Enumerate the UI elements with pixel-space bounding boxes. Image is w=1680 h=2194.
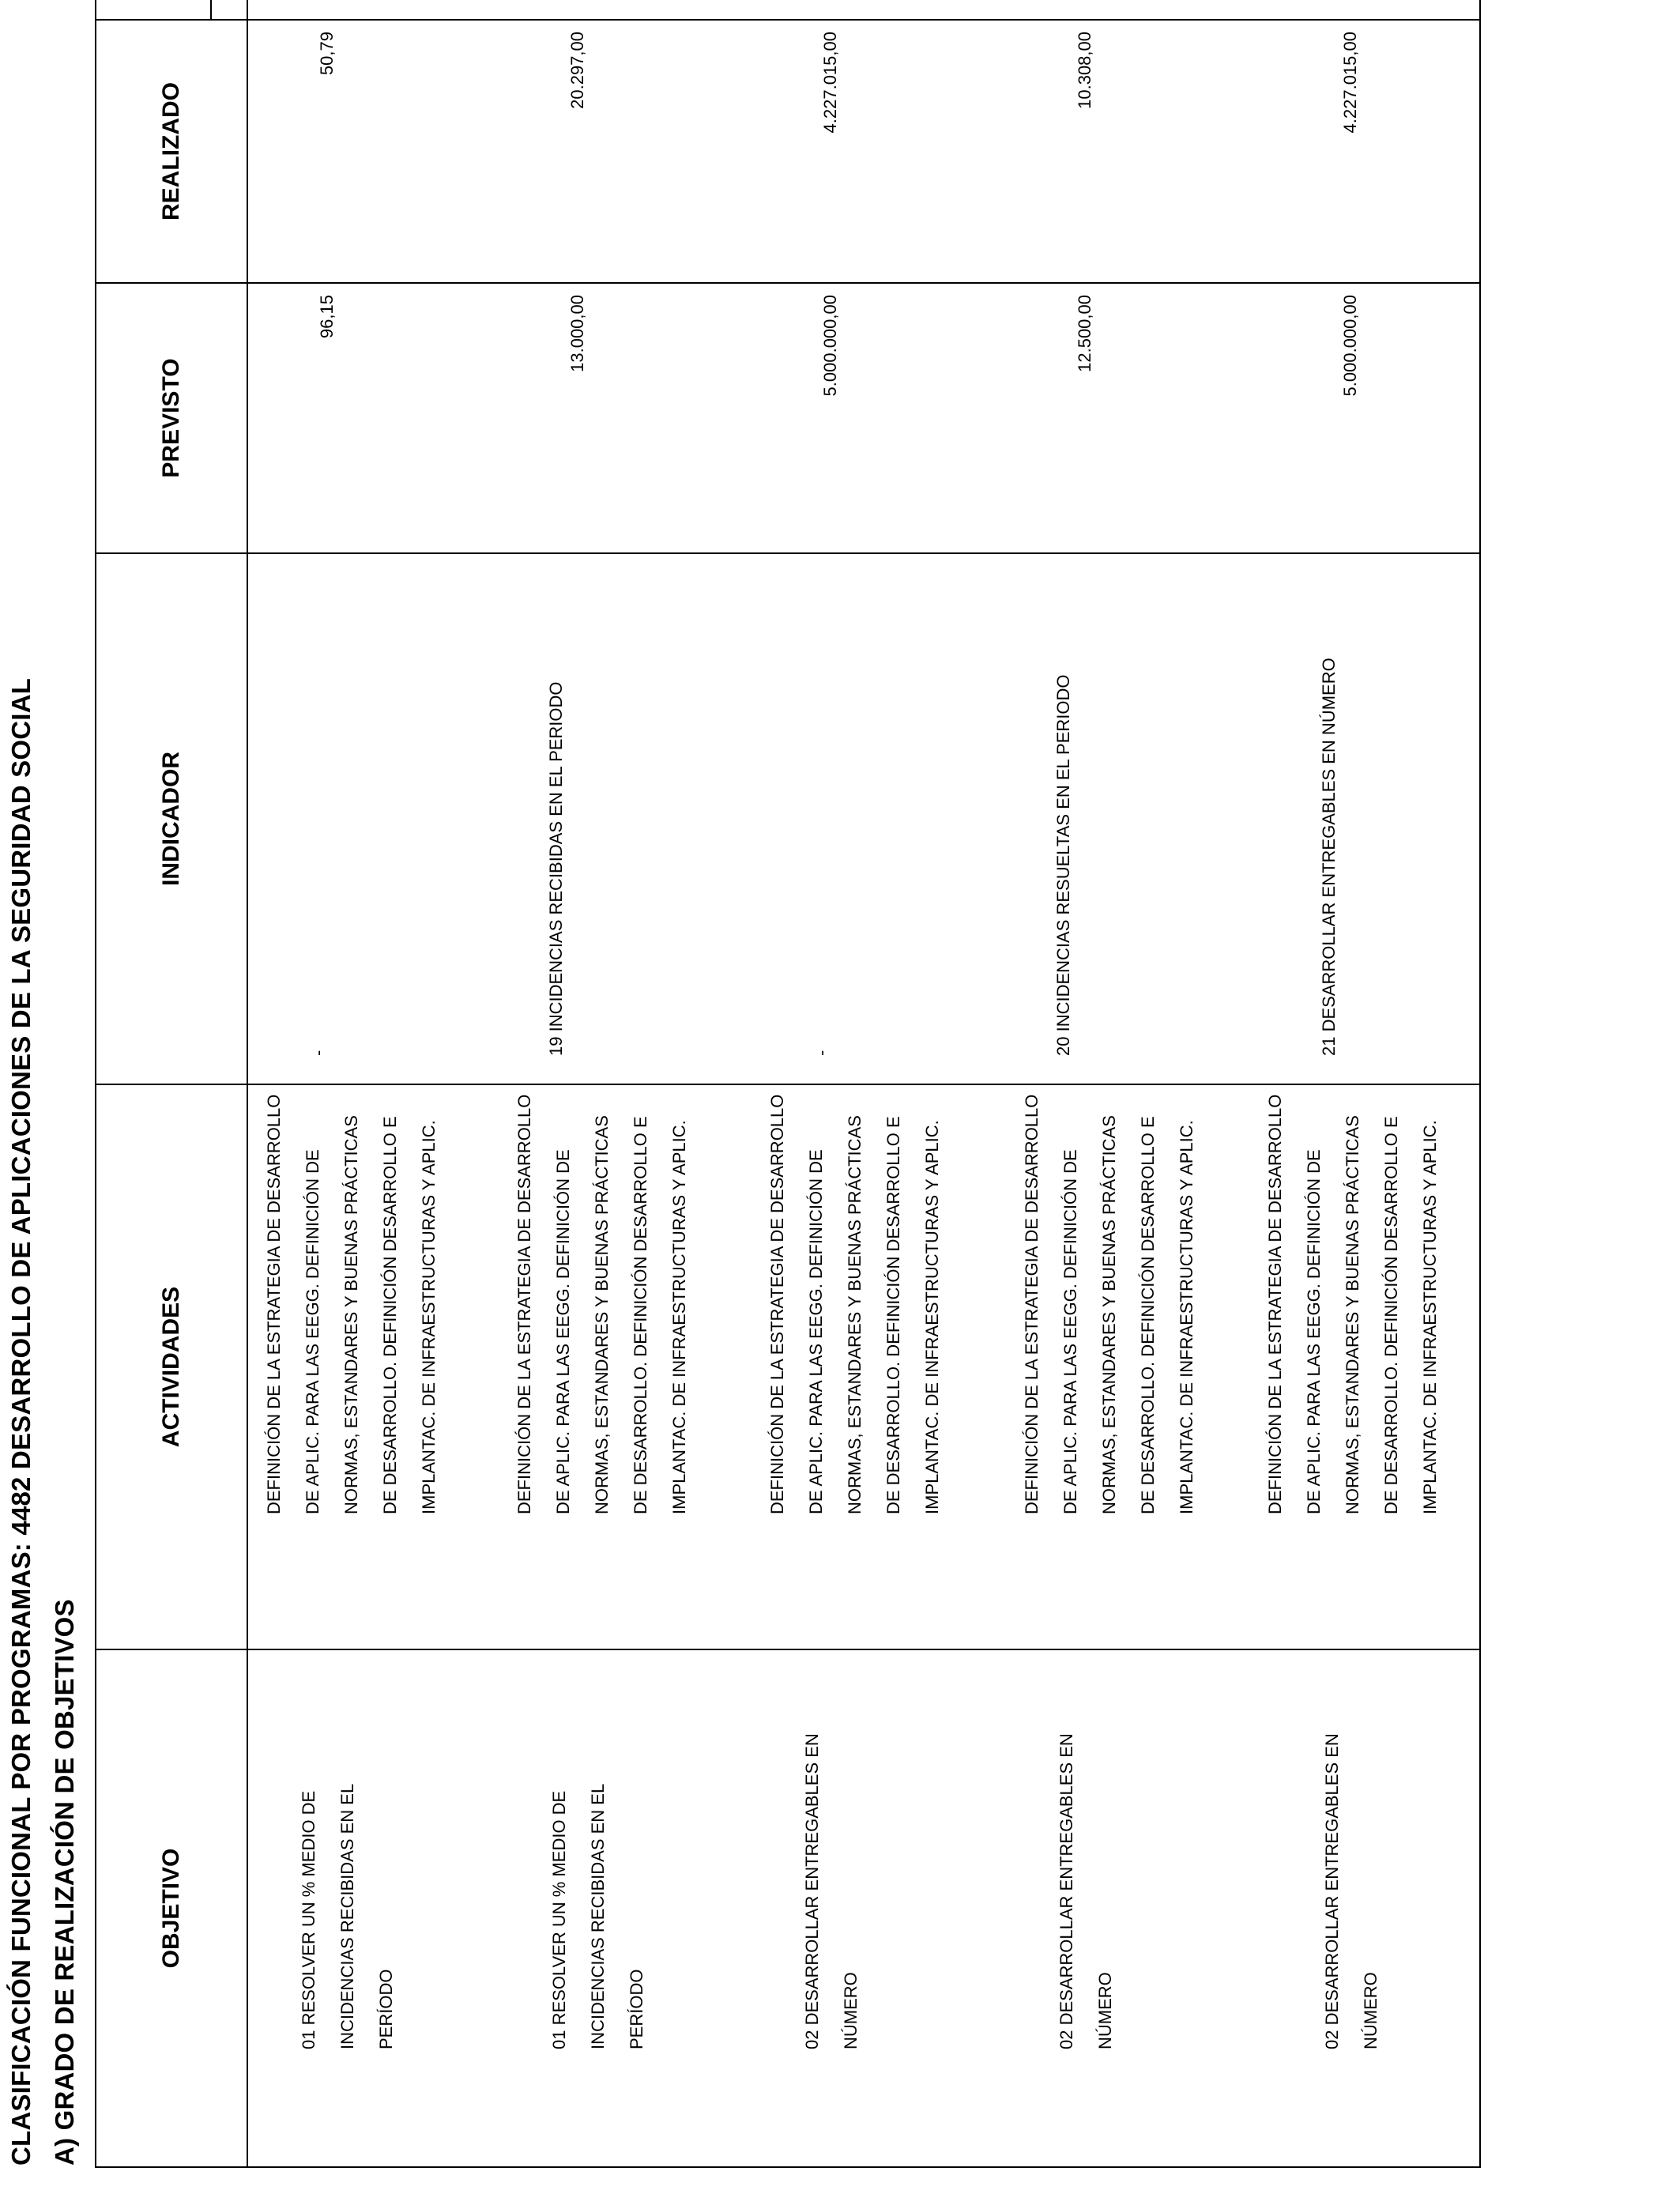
cell-objetivo: [1006, 1649, 1271, 2167]
actividades-text: DEFINICIÓN DE LA ESTRATEGIA DE DESARROLLO DE APLIC. PARA LAS EEGG. DEFINICIÓN DE NORMAS, ESTANDARES Y BUENAS PRÁCTICAS DE DESARROLLO. DEFINICIÓN DESARROLLO E IMPLANTAC. DE INFRAESTRUCTURAS Y APLIC.: [1022, 1094, 1196, 1514]
cell-absolutas: [1006, 0, 1271, 20]
indicador-text: 19 INCIDENCIAS RECIBIDAS EN EL PERIODO: [546, 681, 566, 1056]
cell-realizado: [247, 20, 499, 283]
table-row: [751, 0, 1006, 2167]
col-header-realizado: REALIZADO: [96, 20, 247, 283]
actividades-text: DEFINICIÓN DE LA ESTRATEGIA DE DESARROLLO DE APLIC. PARA LAS EEGG. DEFINICIÓN DE NORMAS, ESTANDARES Y BUENAS PRÁCTICAS DE DESARROLLO. DEFINICIÓN DESARROLLO E IMPLANTAC. DE INFRAESTRUCTURAS Y APLIC.: [767, 1094, 942, 1514]
cell-absolutas: [1271, 0, 1480, 20]
objetivo-text: 01 RESOLVER UN % MEDIO DE INCIDENCIAS RECIBIDAS EN EL PERÍODO: [549, 1784, 646, 2049]
indicador-text: 20 INCIDENCIAS RESUELTAS EN EL PERIODO: [1053, 674, 1073, 1056]
cell-realizado: [1271, 20, 1480, 283]
actividades-text: DEFINICIÓN DE LA ESTRATEGIA DE DESARROLLO DE APLIC. PARA LAS EEGG. DEFINICIÓN DE NORMAS, ESTANDARES Y BUENAS PRÁCTICAS DE DESARROLLO. DEFINICIÓN DESARROLLO E IMPLANTAC. DE INFRAESTRUCTURAS Y APLIC.: [264, 1094, 439, 1514]
col-header-previsto: PREVISTO: [96, 283, 247, 553]
header-row-top: [96, 0, 211, 2167]
table-row: [499, 0, 751, 2167]
cell-indicador: [1271, 553, 1480, 1084]
cell-absolutas: [247, 0, 499, 20]
objetivo-text: 01 RESOLVER UN % MEDIO DE INCIDENCIAS RECIBIDAS EN EL PERÍODO: [299, 1784, 396, 2049]
realizado-value: 50,79: [317, 32, 337, 76]
objetivo-text: 02 DESARROLLAR ENTREGABLES EN NÚMERO: [1322, 1733, 1381, 2049]
indicador-text: -: [812, 1050, 831, 1056]
realizado-value: 10.308,00: [1075, 32, 1094, 109]
previsto-value: 13.000,00: [567, 295, 587, 372]
cell-actividades: [499, 1084, 751, 1649]
cell-previsto: [1271, 283, 1480, 553]
cell-actividades: [751, 1084, 1006, 1649]
cell-realizado: [1006, 20, 1271, 283]
table-row: [247, 0, 499, 2167]
col-header-absolutas: [211, 0, 247, 20]
cell-absolutas: [499, 0, 751, 20]
cell-absolutas: [751, 0, 1006, 20]
realizado-value: 4.227.015,00: [1340, 32, 1360, 134]
cell-previsto: [499, 283, 751, 553]
cell-actividades: [247, 1084, 499, 1649]
cell-indicador: [1006, 553, 1271, 1084]
objetivo-text: 02 DESARROLLAR ENTREGABLES EN NÚMERO: [1057, 1733, 1115, 2049]
table-row: [1271, 0, 1480, 2167]
cell-indicador: [751, 553, 1006, 1084]
col-header-actividades: ACTIVIDADES: [96, 1084, 247, 1649]
actividades-text: DEFINICIÓN DE LA ESTRATEGIA DE DESARROLLO DE APLIC. PARA LAS EEGG. DEFINICIÓN DE NORMAS, ESTANDARES Y BUENAS PRÁCTICAS DE DESARROLLO. DEFINICIÓN DESARROLLO E IMPLANTAC. DE INFRAESTRUCTURAS Y APLIC.: [1265, 1094, 1440, 1514]
cell-objetivo: [247, 1649, 499, 2167]
page-title: CLASIFICACIÓN FUNCIONAL POR PROGRAMAS: 4482 DESARROLLO DE APLICACIONES DE LA SEGURIDAD SOCIAL: [6, 677, 36, 2166]
previsto-value: 5.000.000,00: [820, 295, 840, 397]
cell-actividades: [1265, 1084, 1480, 1649]
objetivo-text: 02 DESARROLLAR ENTREGABLES EN NÚMERO: [802, 1733, 861, 2049]
cell-objetivo: [751, 1649, 1006, 2167]
cell-realizado: [499, 20, 751, 283]
realizado-value: 20.297,00: [567, 32, 587, 109]
col-header-desviaciones: [96, 0, 211, 20]
cell-indicador: [247, 553, 499, 1084]
indicador-text: -: [308, 1050, 328, 1056]
cell-indicador: [499, 553, 751, 1084]
cell-objetivo: [499, 1649, 751, 2167]
section-subtitle: A) GRADO DE REALIZACIÓN DE OBJETIVOS: [50, 1599, 79, 2166]
realizado-value: 4.227.015,00: [820, 32, 840, 134]
cell-previsto: [751, 283, 1006, 553]
table-row: [1006, 0, 1271, 2167]
objectives-table: [95, 0, 1481, 2168]
cell-actividades: [1006, 1084, 1271, 1649]
actividades-text: DEFINICIÓN DE LA ESTRATEGIA DE DESARROLLO DE APLIC. PARA LAS EEGG. DEFINICIÓN DE NORMAS, ESTANDARES Y BUENAS PRÁCTICAS DE DESARROLLO. DEFINICIÓN DESARROLLO E IMPLANTAC. DE INFRAESTRUCTURAS Y APLIC.: [514, 1094, 689, 1514]
previsto-value: 12.500,00: [1075, 295, 1094, 372]
indicador-text: 21 DESARROLLAR ENTREGABLES EN NÚMERO: [1319, 658, 1339, 1056]
col-header-objetivo: OBJETIVO: [96, 1649, 247, 2167]
cell-realizado: [751, 20, 1006, 283]
cell-objetivo: [1271, 1649, 1480, 2167]
previsto-value: 96,15: [317, 295, 337, 339]
cell-previsto: [1006, 283, 1271, 553]
cell-previsto: [247, 283, 499, 553]
previsto-value: 5.000.000,00: [1340, 295, 1360, 397]
col-header-indicador: INDICADOR: [96, 553, 247, 1084]
